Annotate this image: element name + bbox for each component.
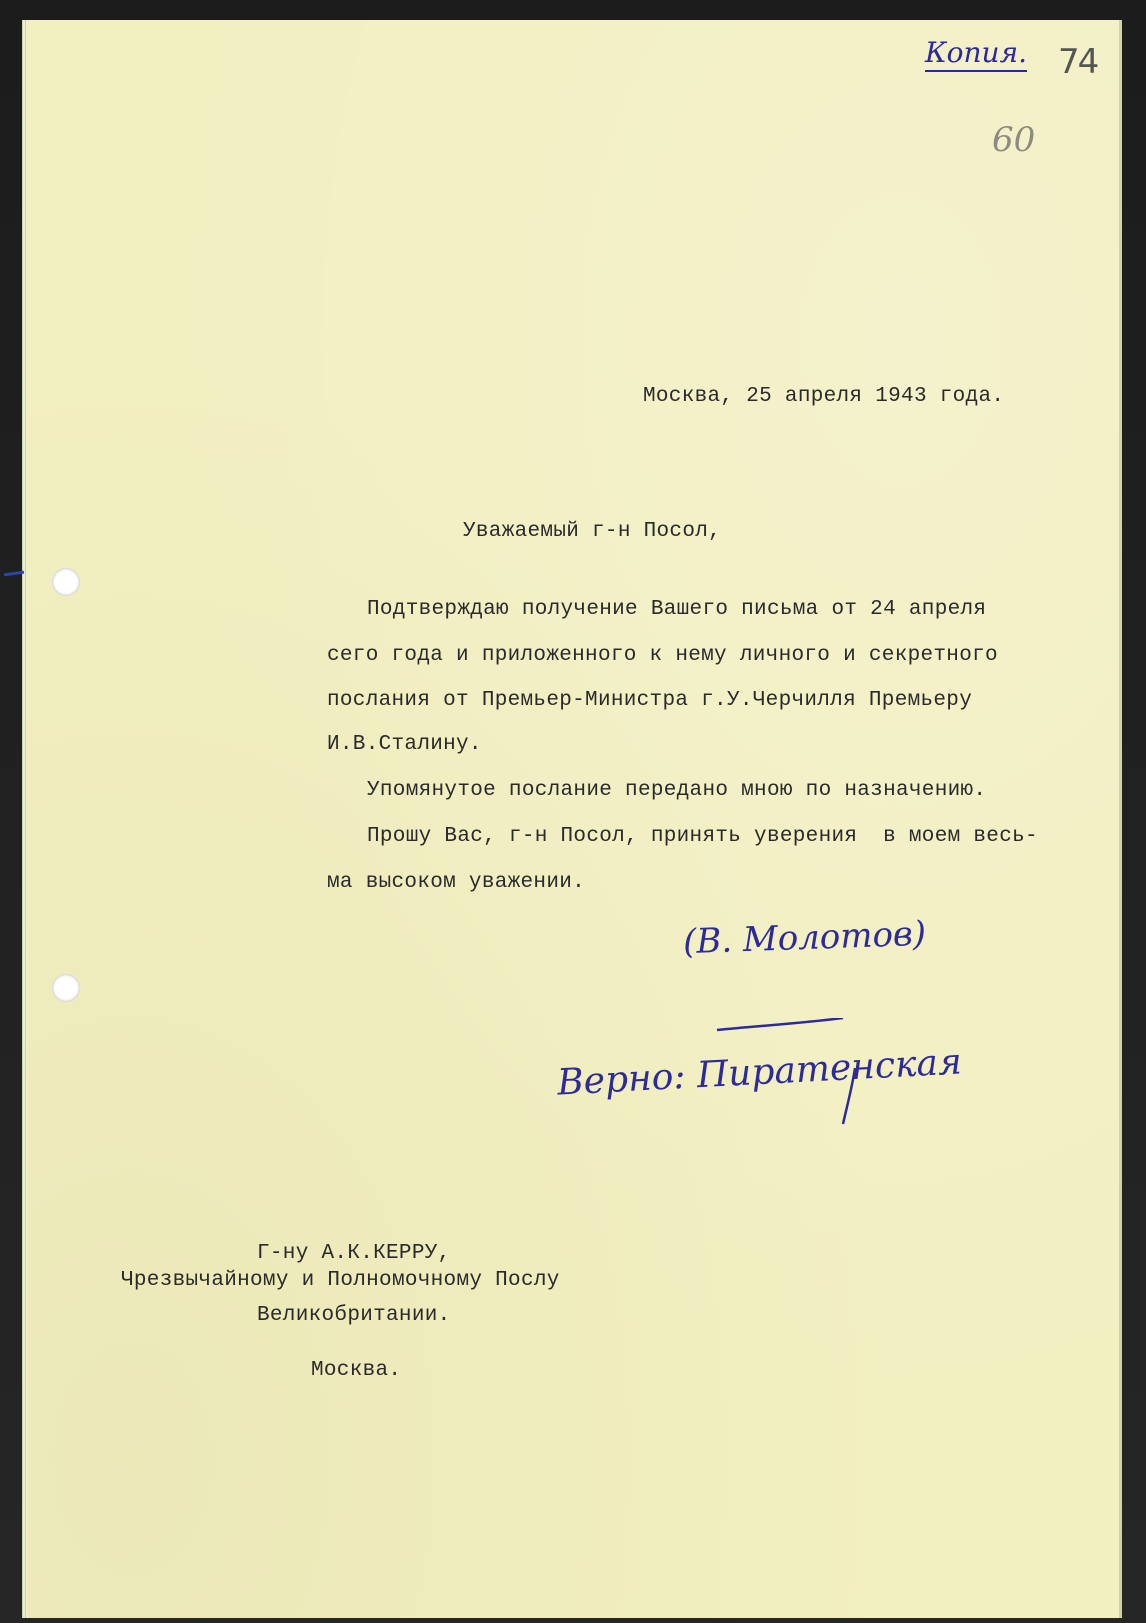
body-line: Прошу Вас, г-н Посол, принять уверения в моем весь- bbox=[367, 825, 1038, 848]
punch-hole-bottom bbox=[52, 974, 80, 1002]
addressee-country: Великобритании. bbox=[257, 1304, 451, 1327]
body-line: Подтверждаю получение Вашего письма от 24 апреля bbox=[367, 598, 987, 621]
verification-signature: Верно: Пиратенская bbox=[556, 1041, 963, 1104]
page-left-edge bbox=[22, 20, 28, 1618]
signature-molotov: (В. Молотов) bbox=[682, 913, 927, 963]
body-line: ма высоком уважении. bbox=[327, 871, 586, 894]
addressee-title: Чрезвычайному и Полномочному Послу bbox=[121, 1269, 560, 1292]
body-line: И.В.Сталину. bbox=[327, 733, 482, 756]
body-line: Упомянутое послание передано мною по назначению. bbox=[367, 779, 987, 802]
punch-hole-top bbox=[52, 568, 80, 596]
body-line: сего года и приложенного к нему личного и секретного bbox=[327, 644, 998, 667]
addressee-name: Г-ну А.К.КЕРРУ, bbox=[257, 1242, 451, 1265]
document-page bbox=[22, 20, 1122, 1618]
pencil-note: 60 bbox=[992, 120, 1036, 160]
salutation: Уважаемый г-н Посол, bbox=[463, 520, 722, 543]
addressee-city: Москва. bbox=[311, 1359, 402, 1382]
sheet-number: 74 bbox=[1058, 42, 1098, 82]
date-line: Москва, 25 апреля 1943 года. bbox=[643, 385, 1005, 408]
copy-mark: Копия. bbox=[925, 38, 1027, 72]
body-line: послания от Премьер-Министра г.У.Черчилля Премьеру bbox=[327, 689, 973, 712]
verification-flourish bbox=[715, 1018, 875, 1126]
